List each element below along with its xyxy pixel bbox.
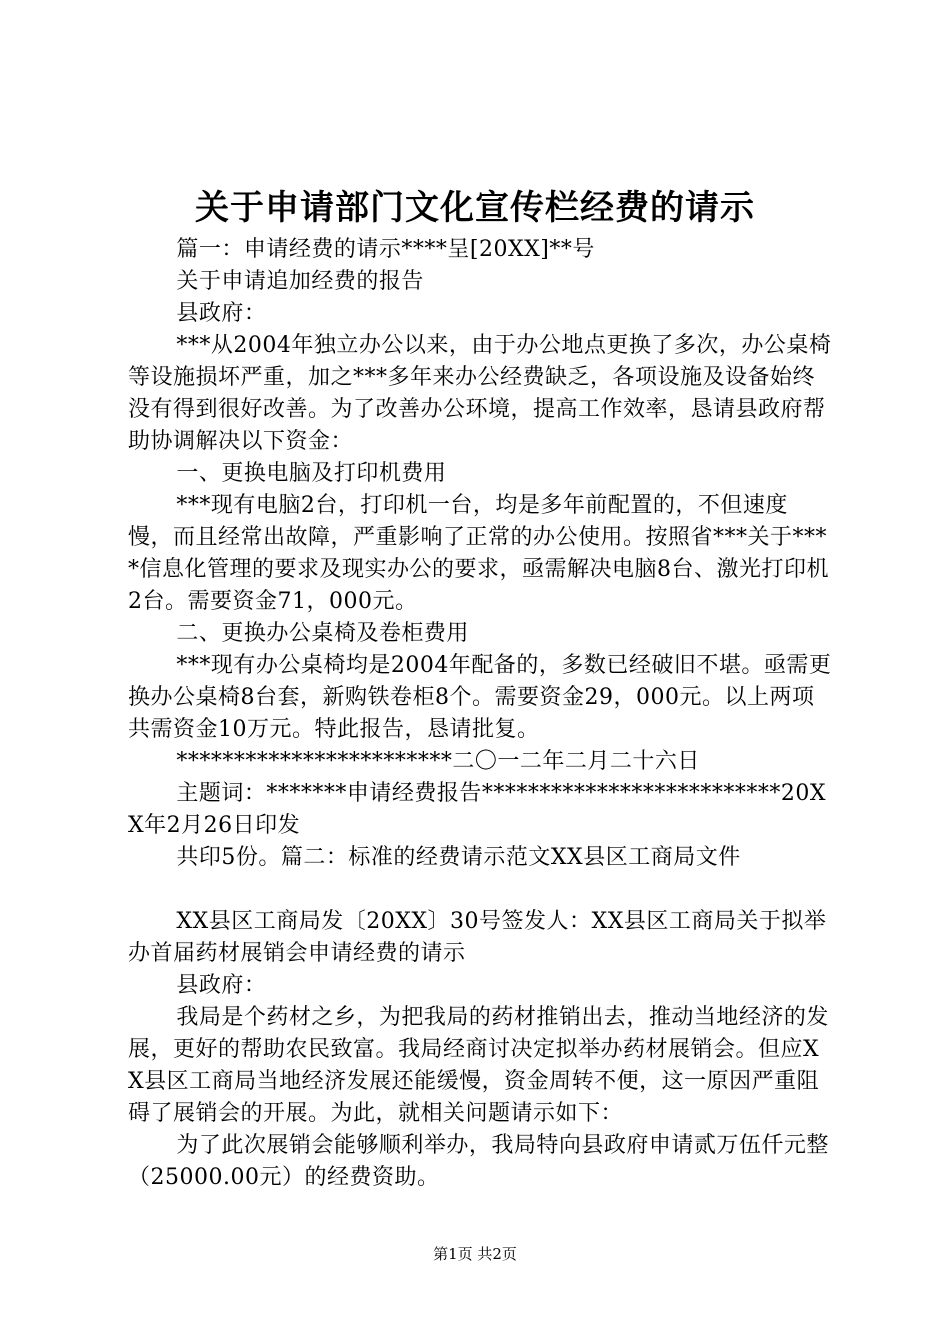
paragraph: 我局是个药材之乡，为把我局的药材推销出去，推动当地经济的发展，更好的帮助农民致富。我局经商讨决定拟举办药材展销会。但应XX县区工商局当地经济发展还能缓慢，资金周转不便，这一原因严重阻碍了展销会的开展。为此，就相关问题请示如下： [128, 1005, 829, 1126]
paragraph: ***从2004年独立办公以来，由于办公地点更换了多次，办公桌椅等设施损坏严重，加之***多年来办公经费缺乏，各项设施及设备始终没有得到很好改善。为了改善办公环境，提高工作效率，恳请县政府帮助协调解决以下资金： [128, 333, 832, 454]
paragraph: 县政府： [176, 301, 267, 326]
page-footer: 第1页 共2页 [433, 1245, 517, 1263]
blank-line [128, 874, 832, 906]
document-title: 关于申请部门文化宣传栏经费的请示 [195, 188, 755, 228]
paragraph: XX县区工商局发〔20XX〕30号签发人：XX县区工商局关于拟举办首届药材展销会申请经费的请示 [128, 909, 827, 966]
paragraph: 二、更换办公桌椅及卷柜费用 [176, 621, 469, 646]
paragraph: 关于申请追加经费的报告 [176, 269, 424, 294]
paragraph: 篇一：申请经费的请示****呈[20XX]**号 [176, 237, 595, 262]
document-body [128, 234, 832, 1194]
paragraph: ***现有电脑2台，打印机一台，均是多年前配置的，不但速度慢，而且经常出故障，严重影响了正常的办公使用。按照省***关于****信息化管理的要求及现实办公的要求，亟需解决电脑8台、激光打印机2台。需要资金71，000元。 [128, 493, 829, 614]
paragraph: 一、更换电脑及打印机费用 [176, 461, 447, 486]
paragraph: 为了此次展销会能够顺利举办，我局特向县政府申请贰万伍仟元整（25000.00元）的经费资助。 [128, 1133, 829, 1190]
paragraph: 主题词：*******申请经费报告**************************20XX年2月26日印发 [128, 781, 827, 838]
paragraph: 共印5份。篇二：标准的经费请示范文XX县区工商局文件 [176, 845, 741, 870]
paragraph: ***现有办公桌椅均是2004年配备的，多数已经破旧不堪。亟需更换办公桌椅8台套，新购铁卷柜8个。需要资金29，000元。以上两项共需资金10万元。特此报告，恳请批复。 [128, 653, 832, 742]
paragraph: ************************二〇一二年二月二十六日 [176, 749, 700, 774]
paragraph: 县政府： [176, 973, 267, 998]
